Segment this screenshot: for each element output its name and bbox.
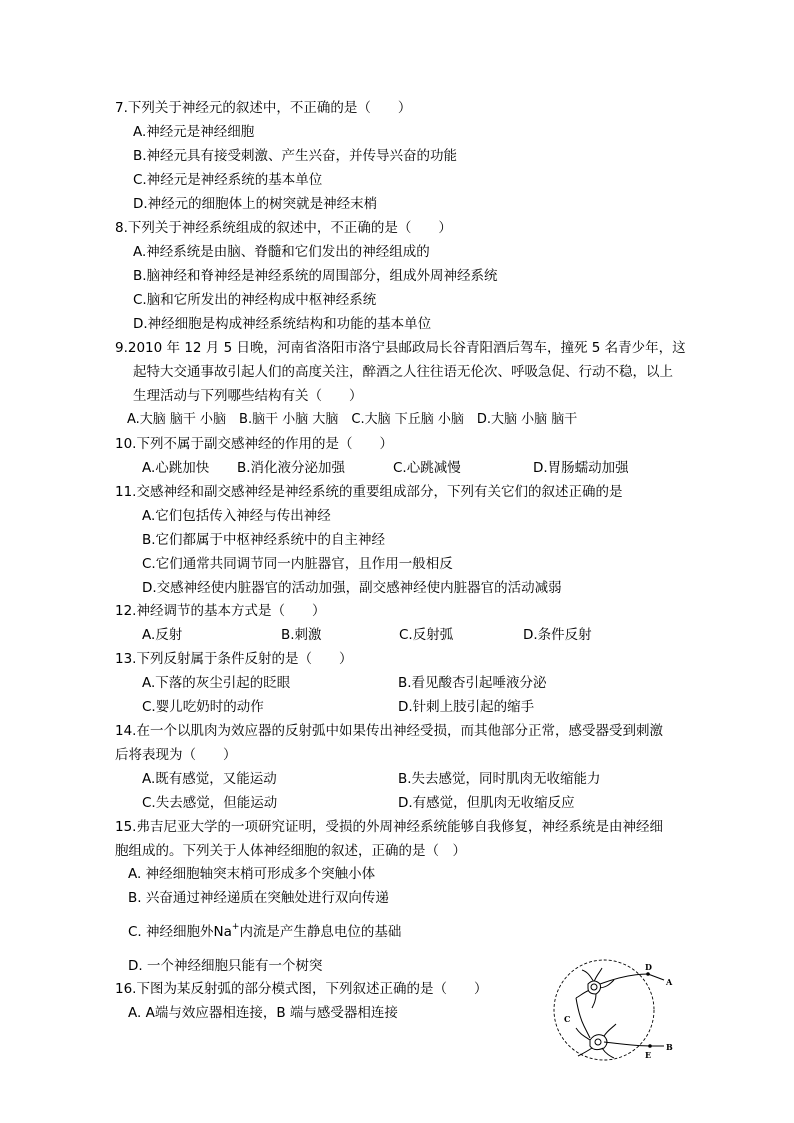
label-b: B bbox=[666, 1042, 673, 1052]
reflex-arc-diagram bbox=[536, 958, 686, 1068]
q16-stem: 16.下图为某反射弧的部分模式图，下列叙述正确的是（ ） bbox=[115, 981, 488, 997]
q11-option-b: B.它们都属于中枢神经系统中的自主神经 bbox=[142, 532, 386, 548]
q15-option-c bbox=[128, 922, 401, 942]
q8-option-c: C.脑和它所发出的神经构成中枢神经系统 bbox=[133, 292, 377, 308]
q16-option-a: A. A端与效应器相连接，B 端与感受器相连接 bbox=[128, 1005, 398, 1021]
q7-option-c: C.神经元是神经系统的基本单位 bbox=[133, 172, 323, 188]
q15-option-c-text-before: C. 神经细胞外Na bbox=[128, 924, 232, 940]
q13-option-d: D.针刺上肢引起的缩手 bbox=[398, 699, 535, 715]
q15-stem-line-1: 15.弗吉尼亚大学的一项研究证明，受损的外周神经系统能够自我修复，神经系统是由神经细 bbox=[115, 819, 663, 835]
q14-option-b: B.失去感觉，同时肌肉无收缩能力 bbox=[398, 771, 601, 787]
q8-option-a: A.神经系统是由脑、脊髓和它们发出的神经组成的 bbox=[133, 244, 430, 260]
q13-option-a: A.下落的灰尘引起的眨眼 bbox=[142, 675, 291, 691]
q9-stem-line-1: 9.2010 年 12 月 5 日晚，河南省洛阳市洛宁县邮政局长谷青阳酒后驾车，撞死 5 名青少年，这 bbox=[115, 340, 686, 356]
label-a: A bbox=[666, 977, 673, 987]
q10-option-a: A.心跳加快 bbox=[142, 460, 210, 476]
q9-stem-line-2: 起特大交通事故引起人们的高度关注，醉酒之人往往语无伦次、呼吸急促、行动不稳，以上 bbox=[133, 364, 673, 380]
q12-option-d: D.条件反射 bbox=[523, 627, 592, 643]
q15-option-a: A. 神经细胞轴突末梢可形成多个突触小体 bbox=[128, 866, 376, 882]
q10-stem: 10.下列不属于副交感神经的作用的是（ ） bbox=[115, 436, 393, 452]
q13-option-c: C.婴儿吃奶时的动作 bbox=[142, 699, 264, 715]
q15-option-b: B. 兴奋通过神经递质在突触处进行双向传递 bbox=[128, 890, 389, 906]
line-d-to-a bbox=[648, 974, 664, 980]
q9-options: A.大脑 脑干 小脑 B.脑干 小脑 大脑 C.大脑 下丘脑 小脑 D.大脑 小脑 脑干 bbox=[127, 412, 578, 427]
label-c: C bbox=[564, 1014, 571, 1024]
lower-neuron bbox=[576, 998, 650, 1058]
q7-option-d: D.神经元的细胞体上的树突就是神经末梢 bbox=[133, 196, 378, 212]
q12-option-a: A.反射 bbox=[142, 627, 183, 643]
q14-stem-line-1: 14.在一个以肌肉为效应器的反射弧中如果传出神经受损，而其他部分正常，感受器受到刺激 bbox=[115, 723, 663, 739]
q12-option-c: C.反射弧 bbox=[399, 627, 454, 643]
q14-option-d: D.有感觉，但肌肉无收缩反应 bbox=[398, 795, 575, 811]
q11-stem: 11.交感神经和副交感神经是神经系统的重要组成部分，下列有关它们的叙述正确的是 bbox=[115, 484, 623, 500]
q15-stem-line-2: 胞组成的。下列关于人体神经细胞的叙述，正确的是（ ） bbox=[115, 843, 466, 859]
point-d bbox=[646, 972, 650, 976]
q14-option-c: C.失去感觉，但能运动 bbox=[142, 795, 278, 811]
q8-option-d: D.神经细胞是构成神经系统结构和功能的基本单位 bbox=[133, 316, 432, 332]
q9-stem-line-3: 生理活动与下列哪些结构有关（ ） bbox=[133, 388, 363, 404]
q15-option-d: D. 一个神经细胞只能有一个树突 bbox=[128, 958, 323, 974]
q11-option-c: C.它们通常共同调节同一内脏器官，且作用一般相反 bbox=[142, 556, 453, 572]
q12-stem: 12.神经调节的基本方式是（ ） bbox=[115, 603, 326, 619]
q13-option-b: B.看见酸杏引起唾液分泌 bbox=[398, 675, 547, 691]
upper-neuron bbox=[576, 968, 648, 1008]
q15-option-c-text-after: 内流是产生静息电位的基础 bbox=[239, 924, 402, 940]
q8-option-b: B.脑神经和脊神经是神经系统的周围部分，组成外周神经系统 bbox=[133, 268, 498, 284]
q10-option-c: C.心跳减慢 bbox=[393, 460, 461, 476]
label-e: E bbox=[645, 1050, 652, 1060]
point-e bbox=[648, 1044, 652, 1048]
q8-stem: 8.下列关于神经系统组成的叙述中，不正确的是（ ） bbox=[115, 220, 452, 236]
q10-option-d: D.胃肠蠕动加强 bbox=[533, 460, 629, 476]
q11-option-a: A.它们包括传入神经与传出神经 bbox=[142, 508, 331, 524]
q15-option-c-superscript: + bbox=[231, 922, 240, 932]
q7-stem: 7.下列关于神经元的叙述中，不正确的是（ ） bbox=[115, 100, 412, 116]
label-d: D bbox=[645, 962, 652, 972]
q7-option-b: B.神经元具有接受刺激、产生兴奋，并传导兴奋的功能 bbox=[133, 148, 458, 164]
q13-stem: 13.下列反射属于条件反射的是（ ） bbox=[115, 651, 353, 667]
q7-option-a: A.神经元是神经细胞 bbox=[133, 124, 255, 140]
q12-option-b: B.刺激 bbox=[281, 627, 322, 643]
q14-option-a: A.既有感觉，又能运动 bbox=[142, 771, 277, 787]
q14-stem-line-2: 后将表现为（ ） bbox=[115, 747, 237, 763]
q10-option-b: B.消化液分泌加强 bbox=[237, 460, 346, 476]
q11-option-d: D.交感神经使内脏器官的活动加强，副交感神经使内脏器官的活动减弱 bbox=[142, 580, 562, 596]
